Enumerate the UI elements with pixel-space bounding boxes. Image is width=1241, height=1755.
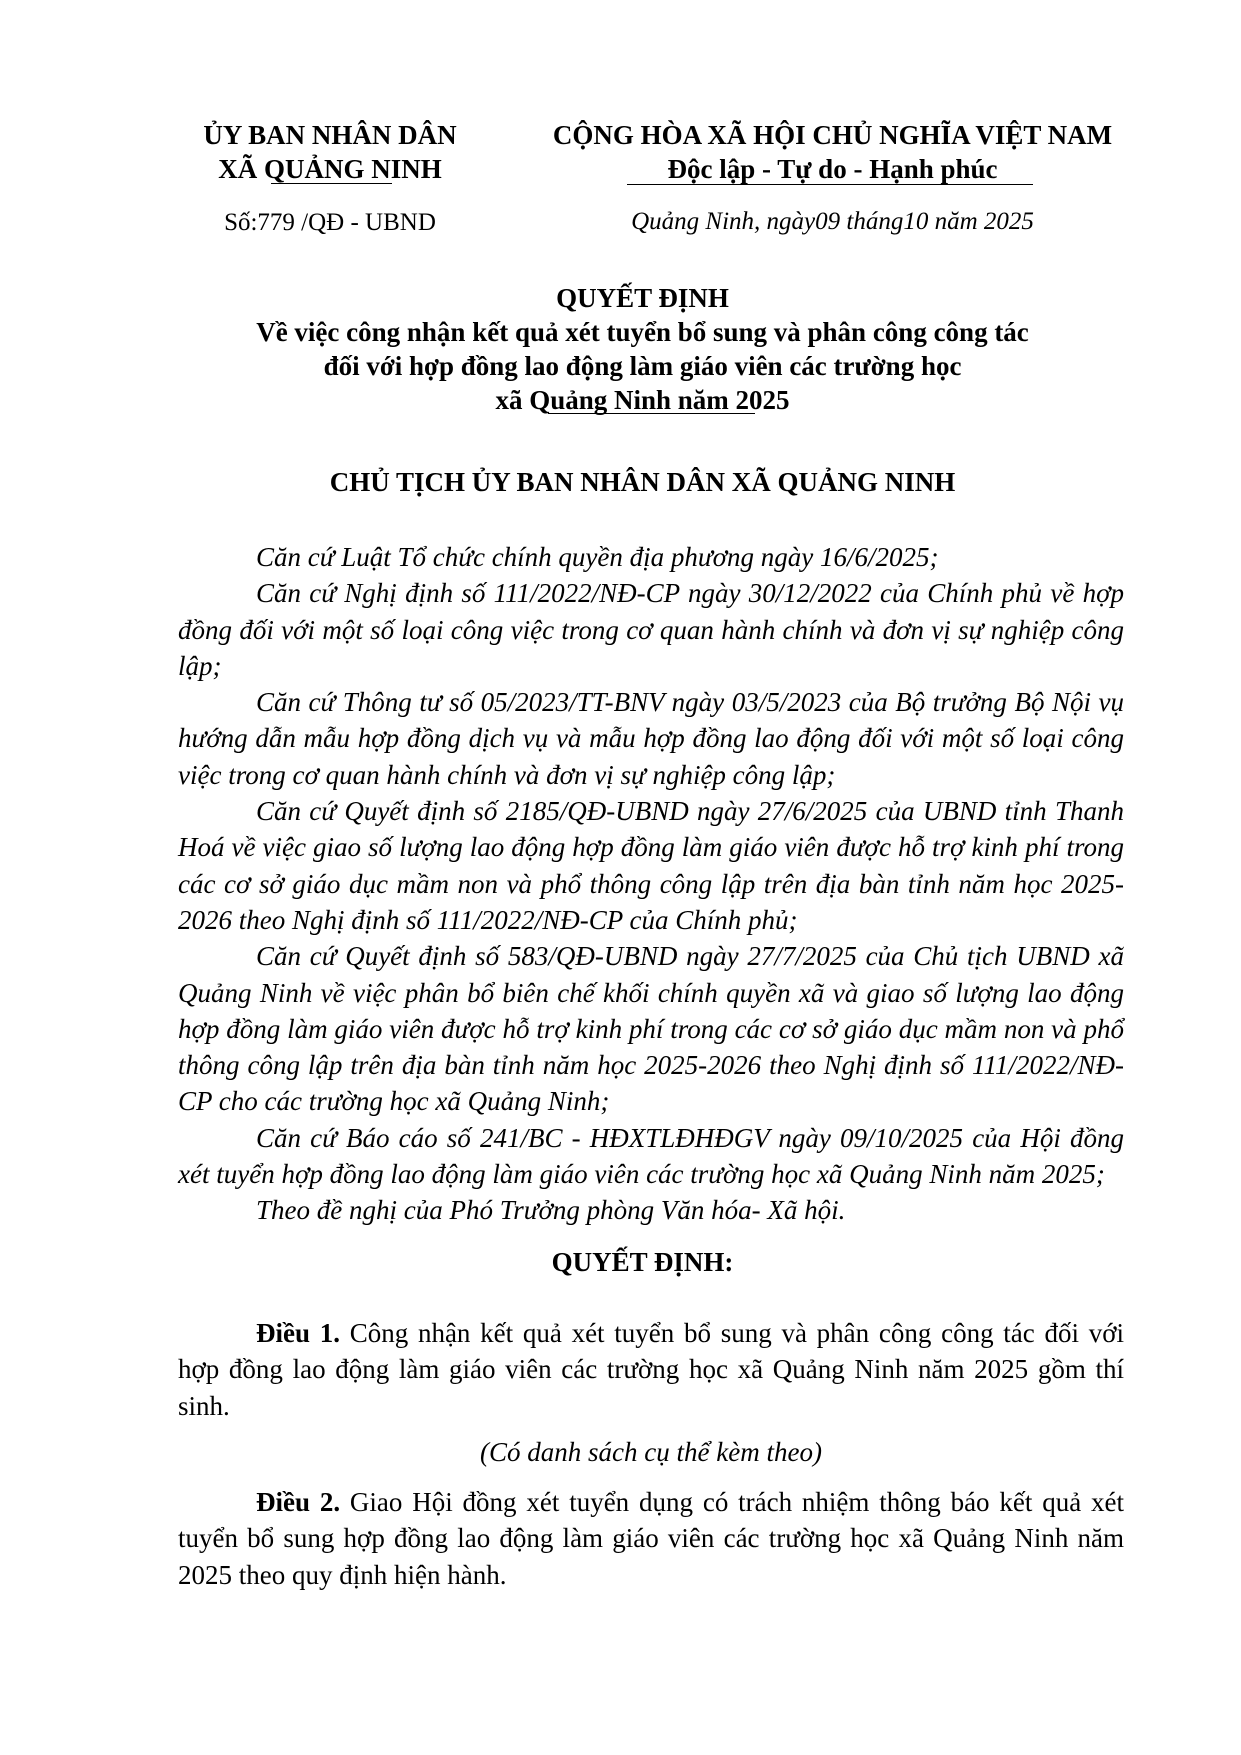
nation-line-2: Độc lập - Tự do - Hạnh phúc [667, 154, 998, 184]
basis-item: Căn cứ Nghị định số 111/2022/NĐ-CP ngày 30/12/2022 của Chính phủ về hợp đồng đối với một số loại công việc trong cơ quan hành chính và đơn vị sự nghiệp công lập; [178, 578, 1124, 681]
title-underline [548, 413, 755, 414]
document-number: Số:779 /QĐ - UBND [224, 209, 436, 236]
basis-item: Căn cứ Thông tư số 05/2023/TT-BNV ngày 03/5/2023 của Bộ trưởng Bộ Nội vụ hướng dẫn mẫu hợp đồng dịch vụ và mẫu hợp đồng lao động đối với một số loại công việc trong cơ quan hành chính và đơn vị sự nghiệp công lập; [178, 687, 1124, 790]
basis-item: Căn cứ Báo cáo số 241/BC - HĐXTLĐHĐGV ngày 09/10/2025 của Hội đồng xét tuyển hợp đồng lao động làm giáo viên các trường học xã Quảng Ninh năm 2025; [178, 1122, 1124, 1190]
basis-item: Căn cứ Quyết định số 583/QĐ-UBND ngày 27/7/2025 của Chủ tịch UBND xã Quảng Ninh về việc phân bổ biên chế khối chính quyền xã và giao số lượng lao động hợp đồng làm giáo viên được hỗ trợ kinh phí trong các cơ sở giáo dục mầm non và phổ thông công lập trên địa bàn tỉnh năm học 2025-2026 theo Nghị định số 111/2022/NĐ-CP cho các trường học xã Quảng Ninh; [178, 941, 1124, 1117]
org-line-2: XÃ QUẢNG NINH [218, 154, 442, 184]
article-2-text: Giao Hội đồng xét tuyển dụng có trách nhiệm thông báo kết quả xét tuyển bổ sung hợp đồng lao động làm giáo viên các trường học xã Quảng Ninh năm 2025 theo quy định hiện hành. [178, 1487, 1124, 1590]
authority-heading: CHỦ TỊCH ỦY BAN NHÂN DÂN XÃ QUẢNG NINH [329, 467, 956, 497]
article-2 [178, 1484, 1124, 1593]
document-title [150, 281, 1135, 417]
legal-basis [178, 539, 1124, 1229]
motto-underline [627, 184, 1033, 185]
title-line-1: Về việc công nhận kết quả xét tuyển bổ sung và phân công công tác [256, 317, 1029, 347]
place-and-date: Quảng Ninh, ngày09 tháng10 năm 2025 [631, 208, 1034, 235]
nation-line-1: CỘNG HÒA XÃ HỘI CHỦ NGHĨA VIỆT NAM [552, 120, 1113, 150]
article-2-label: Điều 2. [256, 1487, 341, 1518]
org-line-1: ỦY BAN NHÂN DÂN [203, 120, 457, 150]
article-1 [178, 1315, 1124, 1424]
article-1-label: Điều 1. [256, 1318, 340, 1348]
title-line-2: đối với hợp đồng lao động làm giáo viên các trường học [323, 351, 962, 381]
decision-heading: QUYẾT ĐỊNH: [551, 1247, 734, 1277]
article-1-note: (Có danh sách cụ thể kèm theo) [480, 1436, 822, 1467]
national-motto [530, 118, 1135, 186]
article-1-text: Công nhận kết quả xét tuyển bổ sung và phân công công tác đối với hợp đồng lao động làm giáo viên các trường học xã Quảng Ninh năm 2025 gồm thí sinh. [178, 1318, 1124, 1421]
title-line-3: xã Quảng Ninh năm 2025 [495, 385, 790, 415]
org-underline [271, 183, 392, 184]
basis-item: Căn cứ Luật Tổ chức chính quyền địa phương ngày 16/6/2025; [256, 542, 939, 572]
issuing-authority [170, 118, 490, 186]
basis-item: Căn cứ Quyết định số 2185/QĐ-UBND ngày 27/6/2025 của UBND tỉnh Thanh Hoá về việc giao số lượng lao động hợp đồng làm giáo viên được hỗ trợ kinh phí trong các cơ sở giáo dục mầm non và phổ thông công lập trên địa bàn tỉnh năm học 2025-2026 theo Nghị định số 111/2022/NĐ-CP của Chính phủ; [178, 796, 1124, 935]
title-main: QUYẾT ĐỊNH [556, 283, 729, 313]
basis-item: Theo đề nghị của Phó Trưởng phòng Văn hóa- Xã hội. [256, 1195, 846, 1226]
articles [178, 1315, 1124, 1593]
